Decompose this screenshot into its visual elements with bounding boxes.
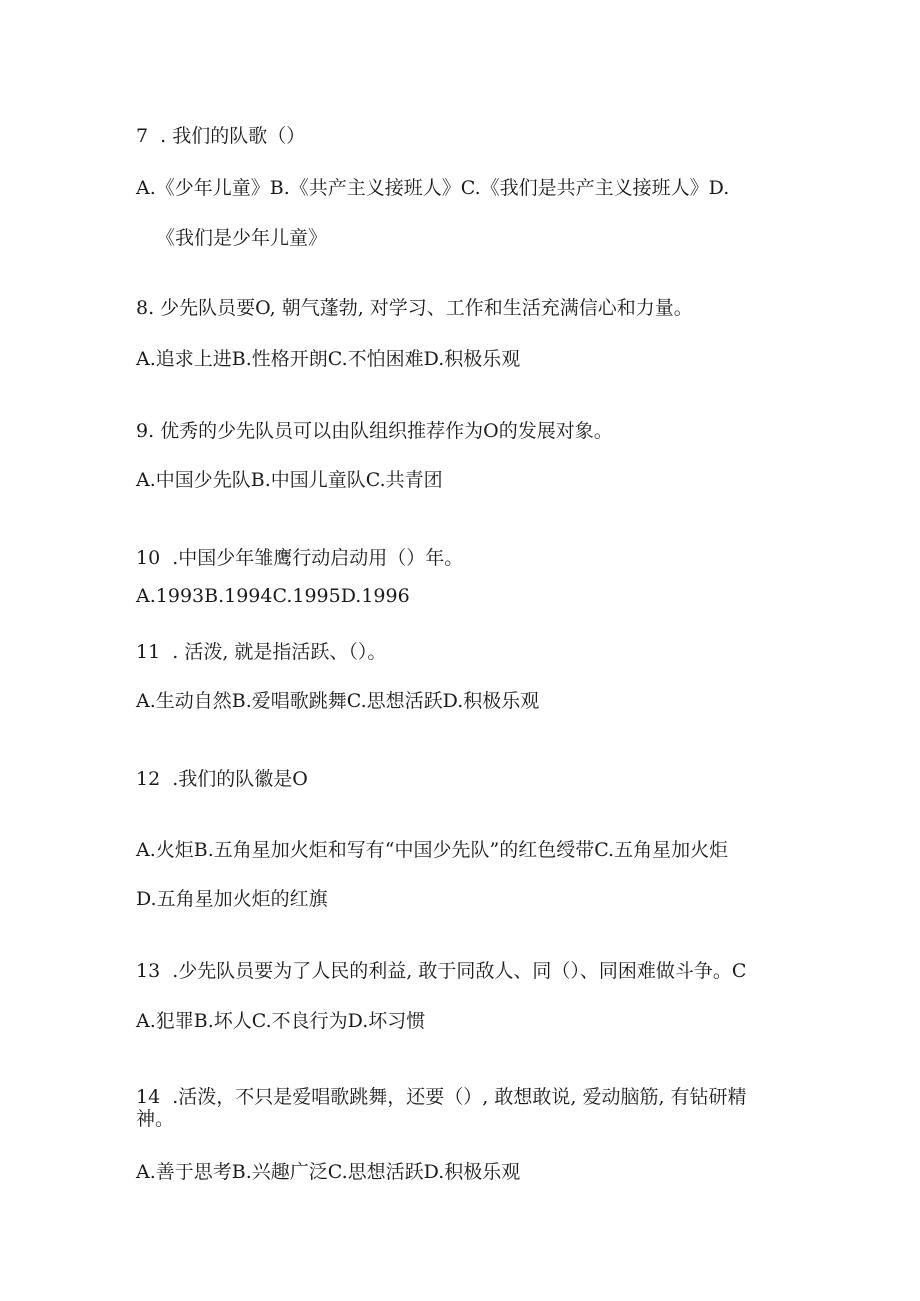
question-13-stem: 13 .少先队员要为了人民的利益, 敢于同敌人、同（）、同困难做斗争。C [136, 960, 747, 982]
question-9-stem: 9. 优秀的少先队员可以由队组织推荐作为O的发展对象。 [136, 420, 613, 442]
question-8-stem: 8. 少先队员要O, 朝气蓬勃, 对学习、工作和生活充满信心和力量。 [136, 297, 693, 319]
question-7-options-continued: 《我们是少年儿童》 [156, 227, 328, 249]
question-14-stem: 14 .活泼，不只是爱唱歌跳舞，还要（）, 敢想敢说, 爱动脑筋, 有钻研精神。 [136, 1086, 747, 1130]
question-12-stem: 12 .我们的队徽是O [136, 768, 308, 790]
question-7-options: A.《少年儿童》B.《共产主义接班人》C.《我们是共产主义接班人》D. [136, 177, 730, 199]
question-12-options-continued: D.五角星加火炬的红旗 [136, 888, 328, 910]
question-12-options: A.火炬B.五角星加火炬和写有“中国少先队”的红色绶带C.五角星加火炬 [136, 839, 729, 861]
question-14-options: A.善于思考B.兴趣广泛C.思想活跃D.积极乐观 [136, 1161, 521, 1183]
question-11-options: A.生动自然B.爱唱歌跳舞C.思想活跃D.积极乐观 [136, 690, 540, 712]
question-13-options: A.犯罪B.坏人C.不良行为D.坏习惯 [136, 1010, 426, 1032]
question-9-options: A.中国少先队B.中国儿童队C.共青团 [136, 469, 443, 491]
question-10-options: A.1993B.1994C.1995D.1996 [136, 585, 410, 607]
question-7-stem: 7 . 我们的队歌（） [136, 125, 306, 147]
question-8-options: A.追求上进B.性格开朗C.不怕困难D.积极乐观 [136, 348, 521, 370]
question-11-stem: 11 . 活泼, 就是指活跃、（）。 [136, 641, 387, 663]
question-10-stem: 10 .中国少年雏鹰行动启动用（）年。 [136, 547, 464, 569]
